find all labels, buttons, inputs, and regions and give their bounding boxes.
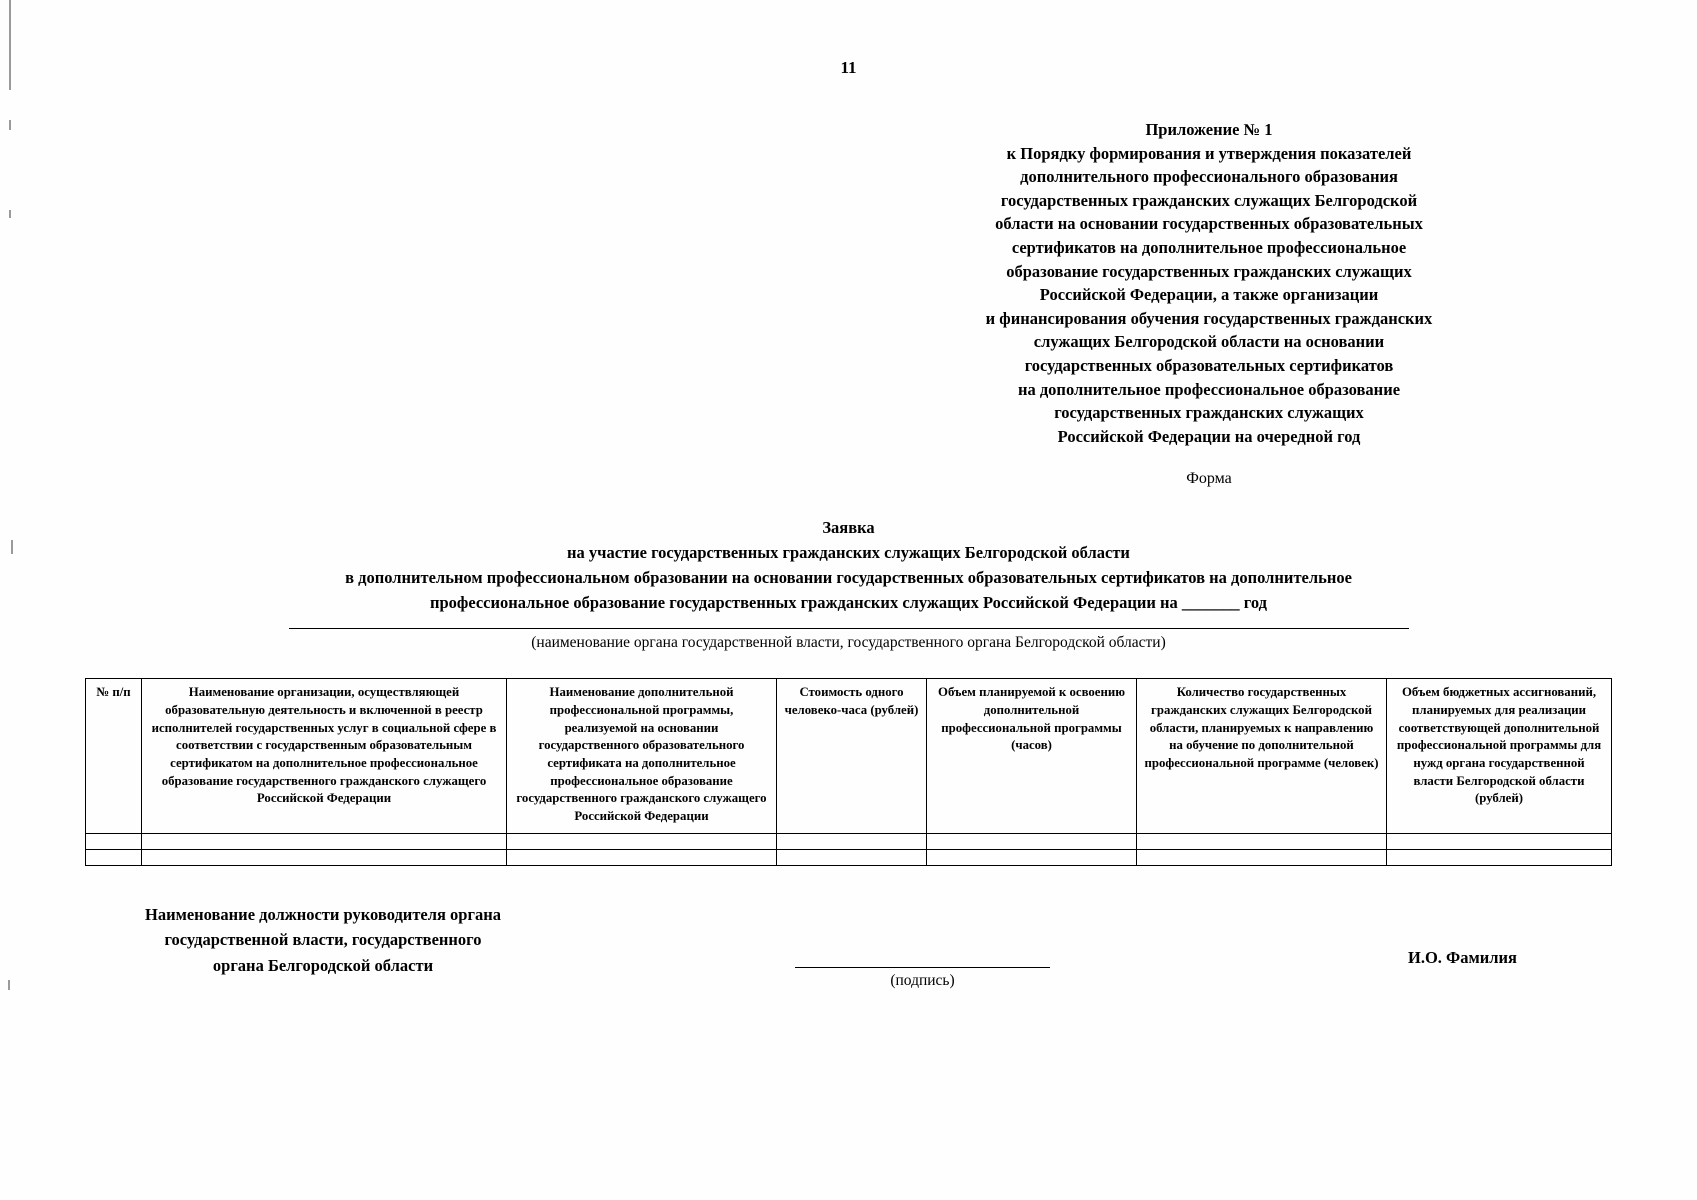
- signer-position-line: государственной власти, государственного: [164, 930, 482, 950]
- table-cell: [507, 849, 777, 865]
- signer-position-line: органа Белгородской области: [212, 955, 434, 975]
- appendix-line: Приложение № 1: [1145, 120, 1273, 139]
- table-cell: [1137, 833, 1387, 849]
- signer-position: [88, 902, 558, 979]
- appendix-line: и финансирования обучения государственных гражданских: [985, 308, 1433, 328]
- appendix-heading: [909, 118, 1509, 448]
- appendix-line: государственных гражданских служащих Белгородской: [1000, 190, 1418, 210]
- appendix-line: области на основании государственных образовательных: [995, 214, 1423, 234]
- appendix-line: сертификатов на дополнительное профессиональное: [1011, 237, 1407, 257]
- column-header-number: № п/п: [86, 679, 142, 833]
- scan-artifact: [9, 210, 11, 218]
- table-cell: [777, 833, 927, 849]
- appendix-line: Российской Федерации на очередной год: [1057, 426, 1361, 446]
- table-cell: [1137, 849, 1387, 865]
- scan-artifact: [9, 0, 11, 90]
- title-line: Заявка: [822, 518, 875, 538]
- application-table: [85, 678, 1612, 865]
- table-cell: [1387, 849, 1612, 865]
- signature-block: [795, 956, 1050, 990]
- appendix-line: к Порядку формирования и утверждения показателей: [1006, 143, 1412, 163]
- column-header-count: Количество государственных гражданских служащих Белгородской области, планируемых к направлению на обучение по дополнительной профессиональной программе (человек): [1137, 679, 1387, 833]
- table-cell: [142, 833, 507, 849]
- table-cell: [927, 849, 1137, 865]
- signature-caption: (подпись): [890, 971, 955, 989]
- signer-name: И.О. Фамилия: [1408, 947, 1517, 967]
- form-label: Форма: [1186, 470, 1232, 488]
- title-line: профессиональное образование государственных гражданских служащих Российской Федерации на _______ год: [429, 592, 1268, 612]
- table-header-row: [86, 679, 1612, 833]
- appendix-line: государственных образовательных сертификатов: [1024, 355, 1394, 375]
- appendix-line: дополнительного профессионального образования: [1020, 167, 1398, 187]
- table-cell: [86, 833, 142, 849]
- column-header-program: Наименование дополнительной профессиональной программы, реализуемой на основании государственного образовательного сертификата на дополнительное профессиональное образование государственного гражданского служащего Российской Федерации: [507, 679, 777, 833]
- appendix-line: на дополнительное профессиональное образование: [1017, 379, 1401, 399]
- table-cell: [142, 849, 507, 865]
- column-header-budget: Объем бюджетных ассигнований, планируемых для реализации соответствующей дополнительной профессиональной программы для нужд органа государственной власти Белгородской области (рублей): [1387, 679, 1612, 833]
- org-name-blank-line: [289, 621, 1409, 629]
- org-name-caption: (наименование органа государственной власти, государственного органа Белгородской области): [531, 634, 1166, 652]
- column-header-cost: Стоимость одного человеко-часа (рублей): [777, 679, 927, 833]
- table-row: [86, 849, 1612, 865]
- appendix-line: государственных гражданских служащих: [1054, 403, 1364, 423]
- signature-footer: [0, 902, 1697, 1042]
- title-line: на участие государственных гражданских служащих Белгородской области: [567, 543, 1130, 563]
- title-line: в дополнительном профессиональном образовании на основании государственных образовательных сертификатов на дополнительное: [345, 567, 1352, 587]
- appendix-line: Российской Федерации, а также организации: [1039, 285, 1379, 305]
- scan-artifact: [11, 540, 13, 554]
- table-cell: [1387, 833, 1612, 849]
- column-header-organization: Наименование организации, осуществляющей образовательную деятельность и включенной в реестр исполнителей государственных услуг в социальной сфере в соответствии с государственным образовательным сертификатом на дополнительное профессиональное образование государственного гражданского служащего Российской Федерации: [142, 679, 507, 833]
- table-cell: [777, 849, 927, 865]
- appendix-line: образование государственных гражданских служащих: [1006, 261, 1412, 281]
- column-header-volume: Объем планируемой к освоению дополнительной профессиональной программы (часов): [927, 679, 1137, 833]
- table-row: [86, 833, 1612, 849]
- document-title: [0, 516, 1697, 615]
- appendix-line: служащих Белгородской области на основании: [1033, 332, 1385, 352]
- table-cell: [507, 833, 777, 849]
- signature-blank-line: [795, 956, 1050, 968]
- table-cell: [86, 849, 142, 865]
- scan-artifact: [9, 120, 11, 130]
- table-cell: [927, 833, 1137, 849]
- signer-position-line: Наименование должности руководителя органа: [145, 904, 501, 924]
- page-number: 11: [840, 58, 857, 77]
